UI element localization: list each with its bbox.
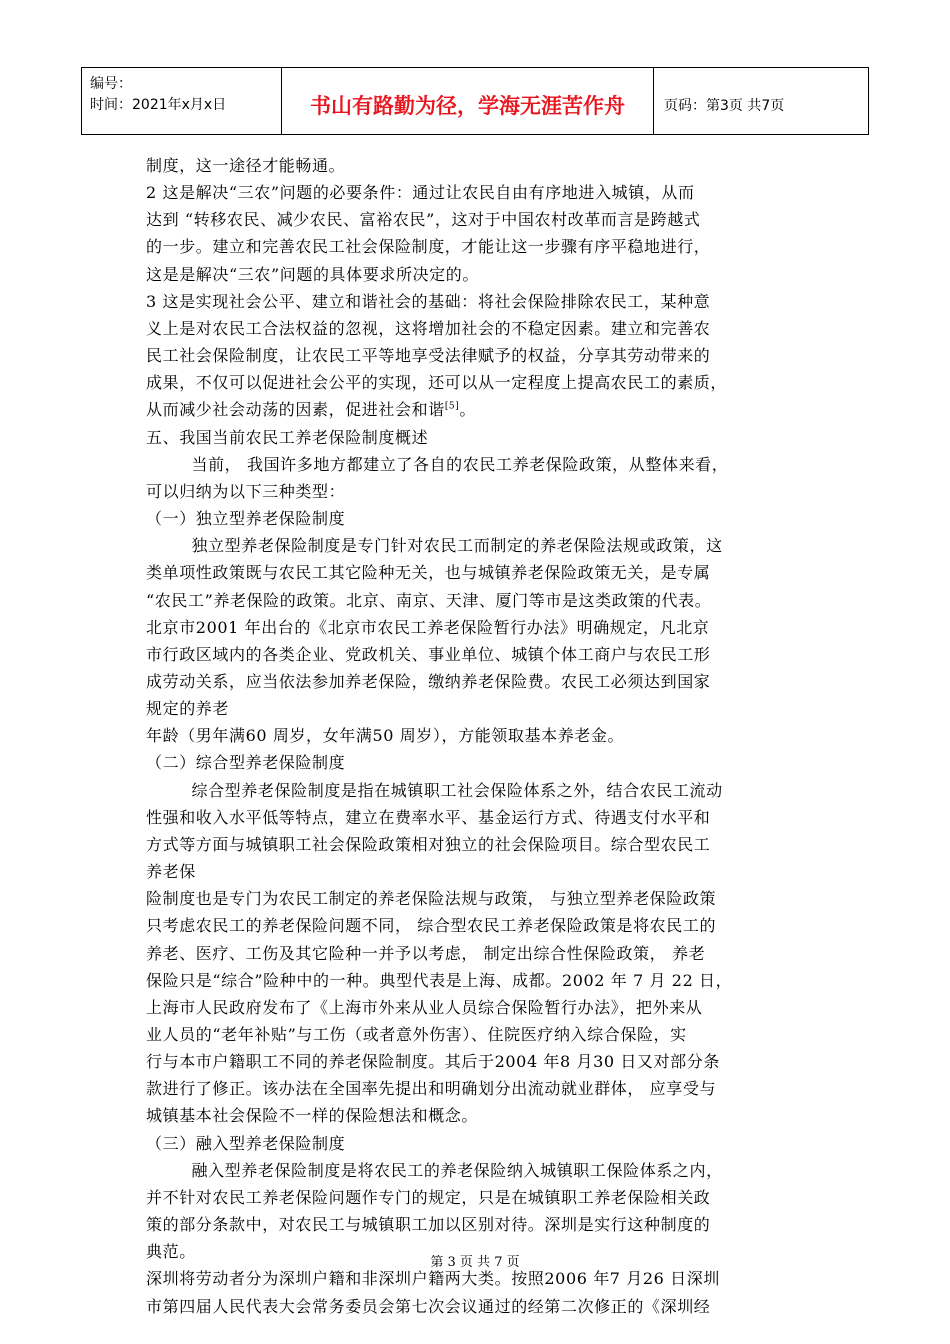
text-line-content: 上海市人民政府发布了《上海市外来从业人员综合保险暂行办法》，把外来从 — [146, 997, 703, 1017]
text-line-content: 北京市2001 年出台的《北京市农民工养老保险暂行办法》明确规定，凡北京 — [146, 617, 710, 637]
text-line-content: 这是是解决“三农”问题的具体要求所决定的。 — [146, 264, 479, 284]
text-line-content: 义上是对农民工合法权益的忽视，这将增加社会的不稳定因素。建立和完善农 — [146, 318, 711, 338]
text-line-content: 达到 “转移农民、减少农民、富裕农民”，这对于中国农村改革而言是跨越式 — [146, 210, 701, 230]
text-line — [146, 1048, 812, 1075]
text-line-content: 行与本市户籍职工不同的养老保险制度。其后于2004 年8 月30 日又对部分条 — [146, 1052, 720, 1072]
text-line — [146, 1130, 812, 1157]
text-line — [146, 614, 812, 641]
text-line — [146, 1184, 812, 1211]
text-line — [146, 940, 812, 967]
text-line — [146, 342, 812, 369]
text-line-content: （二）综合型养老保险制度 — [146, 753, 346, 773]
text-line — [146, 451, 812, 478]
text-line-content: 城镇基本社会保险不一样的保险想法和概念。 — [146, 1106, 479, 1126]
text-line — [146, 532, 812, 559]
text-line-content: 深圳将劳动者分为深圳户籍和非深圳户籍两大类。按照2006 年7 月26 日深圳 — [146, 1269, 720, 1289]
text-line-content: 并不针对农民工养老保险问题作专门的规定，只是在城镇职工养老保险相关政 — [146, 1187, 711, 1207]
text-line — [146, 912, 812, 939]
text-line-content: 类单项性政策既与农民工其它险种无关，也与城镇养老保险政策无关，是专属 — [146, 563, 711, 583]
text-line — [146, 288, 812, 315]
text-line-content: 可以归纳为以下三种类型： — [146, 481, 346, 501]
text-line — [146, 695, 812, 722]
text-line-content: 从而减少社会动荡的因素，促进社会和谐 — [146, 400, 445, 420]
text-line — [146, 559, 812, 586]
text-line — [146, 587, 812, 614]
text-line-content: 业人员的“老年补贴”与工伤（或者意外伤害）、住院医疗纳入综合保险，实 — [146, 1025, 687, 1044]
page-header-table — [81, 67, 869, 135]
text-line — [146, 722, 812, 749]
text-line — [146, 505, 812, 532]
date-label: 时间：2021年x月x日 — [90, 97, 227, 113]
text-line — [146, 478, 812, 505]
text-line — [146, 641, 812, 668]
text-line — [146, 1293, 812, 1320]
text-line — [146, 206, 812, 233]
text-line — [146, 668, 812, 695]
header-motto-cell — [282, 68, 654, 134]
text-line — [146, 261, 812, 288]
text-line — [146, 1211, 812, 1238]
text-line — [146, 369, 812, 396]
text-line-content: 民工社会保险制度，让农民工平等地享受法律赋予的权益，分享其劳动带来的 — [146, 346, 711, 366]
text-line — [146, 315, 812, 342]
text-line-content: “农民工”养老保险的政策。北京、南京、天津、厦门等市是这类政策的代表。 — [146, 590, 712, 610]
text-line-content: 3 这是实现社会公平、建立和谐社会的基础：将社会保险排除农民工，某种意 — [146, 291, 711, 311]
header-meta-cell — [82, 68, 282, 134]
text-line-content: 策的部分条款中，对农民工与城镇职工加以区别对待。深圳是实行这种制度的 — [146, 1215, 711, 1235]
text-line-content: 当前， 我国许多地方都建立了各自的农民工养老保险政策，从整体来看， — [146, 454, 729, 474]
text-line — [146, 967, 812, 994]
text-line-content: 年龄（男年满60 周岁，女年满50 周岁），方能领取基本养老金。 — [146, 726, 625, 746]
text-line-content: 险制度也是专门为农民工制定的养老保险法规与政策， 与独立型养老保险政策 — [146, 889, 717, 909]
text-line-content: 制度，这一途径才能畅通。 — [146, 156, 346, 175]
text-line — [146, 885, 812, 912]
motto-text: 书山有路勤为径，学海无涯苦作舟 — [310, 94, 625, 118]
footer-page-number: 第 3 页 共 7 页 — [430, 1255, 520, 1270]
text-line-content: 独立型养老保险制度是专门针对农民工而制定的养老保险法规或政策，这 — [146, 536, 723, 556]
text-line-content: 方式等方面与城镇职工社会保险政策相对独立的社会保险项目。综合型农民工 — [146, 834, 711, 854]
text-line-content: （三）融入型养老保险制度 — [146, 1133, 346, 1153]
text-line-content: 保险只是“综合”险种中的一种。典型代表是上海、成都。2002 年 7 月 22 日， — [146, 970, 733, 990]
text-line-content: 的一步。建立和完善农民工社会保险制度，才能让这一步骤有序平稳地进行， — [146, 237, 711, 257]
text-line-content: 养老、医疗、工伤及其它险种一并予以考虑， 制定出综合性保险政策， 养老 — [146, 943, 706, 963]
text-line-content: 成果，不仅可以促进社会公平的实现，还可以从一定程度上提高农民工的素质， — [146, 373, 728, 393]
text-line — [146, 1102, 812, 1129]
text-line — [146, 152, 812, 179]
text-line-tail: 。 — [459, 400, 476, 420]
text-line-content: 养老保 — [146, 862, 196, 882]
text-line-content: （一）独立型养老保险制度 — [146, 509, 346, 529]
text-line-content: 2 这是解决“三农”问题的必要条件：通过让农民自由有序地进入城镇，从而 — [146, 183, 695, 203]
text-line-content: 性强和收入水平低等特点，建立在费率水平、基金运行方式、待遇支付水平和 — [146, 807, 711, 827]
text-line — [146, 1157, 812, 1184]
number-label: 编号： — [90, 76, 132, 92]
text-line-content: 五、我国当前农民工养老保险制度概述 — [146, 427, 429, 447]
text-line-content: 款进行了修正。该办法在全国率先提出和明确划分出流动就业群体， 应享受与 — [146, 1079, 717, 1099]
text-line — [146, 233, 812, 260]
text-line — [146, 804, 812, 831]
text-line — [146, 396, 812, 423]
document-body — [146, 152, 812, 1320]
citation-marker: [5] — [444, 402, 460, 413]
text-line — [146, 858, 812, 885]
text-line-content: 规定的养老 — [146, 699, 230, 719]
text-line-content: 市第四届人民代表大会常务委员会第七次会议通过的经第二次修正的《深圳经 — [146, 1296, 711, 1316]
text-line — [146, 994, 812, 1021]
text-line-content: 市行政区域内的各类企业、党政机关、事业单位、城镇个体工商户与农民工形 — [146, 644, 711, 664]
text-line — [146, 1021, 812, 1048]
text-line — [146, 831, 812, 858]
text-line-content: 只考虑农民工的养老保险问题不同， 综合型农民工养老保险政策是将农民工的 — [146, 916, 717, 936]
text-line — [146, 424, 812, 451]
text-line-content: 融入型养老保险制度是将农民工的养老保险纳入城镇职工保险体系之内， — [146, 1160, 723, 1180]
page-indicator: 页码：第3页 共7页 — [664, 98, 785, 114]
header-page-cell — [654, 68, 868, 134]
text-line-content: 典范。 — [146, 1242, 196, 1262]
text-line — [146, 1075, 812, 1102]
page-footer — [0, 1251, 950, 1270]
text-line — [146, 749, 812, 776]
text-line-content: 成劳动关系，应当依法参加养老保险，缴纳养老保险费。农民工必须达到国家 — [146, 671, 711, 691]
text-line — [146, 179, 812, 206]
text-line-content: 综合型养老保险制度是指在城镇职工社会保险体系之外，结合农民工流动 — [146, 780, 723, 800]
text-line — [146, 777, 812, 804]
